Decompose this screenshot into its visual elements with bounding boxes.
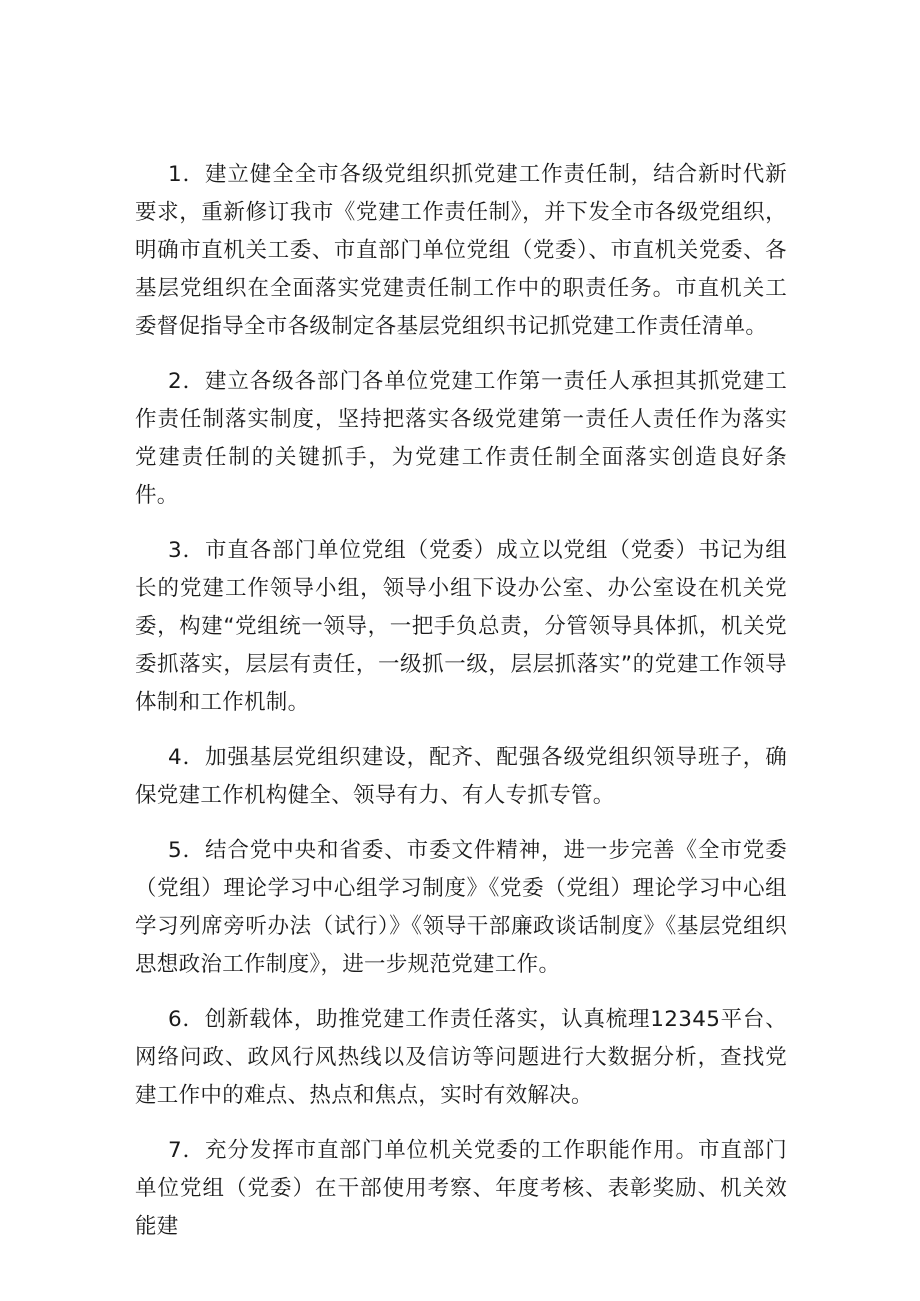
paragraph-5: 5．结合党中央和省委、市委文件精神，进一步完善《全市党委（党组）理论学习中心组学习制度》《党委（党组）理论学习中心组学习列席旁听办法（试行）》《领导干部廉政谈话制度》《基层党组织思想政治工作制度》，进一步规范党建工作。 [135,838,787,977]
paragraph-4: 4．加强基层党组织建设，配齐、配强各级党组织领导班子，确保党建工作机构健全、领导有力、有人专抓专管。 [135,745,787,808]
paragraph-7: 7．充分发挥市直部门单位机关党委的工作职能作用。市直部门单位党组（党委）在干部使用考察、年度考核、表彰奖励、机关效能建 [135,1138,787,1239]
paragraph-1: 1．建立健全全市各级党组织抓党建工作责任制，结合新时代新要求，重新修订我市《党建工作责任制》，并下发全市各级党组织，明确市直机关工委、市直部门单位党组（党委）、市直机关党委、各基层党组织在全面落实党建责任制工作中的职责任务。市直机关工委督促指导全市各级制定各基层党组织书记抓党建工作责任清单。 [135,162,787,339]
paragraph-6: 6．创新载体，助推党建工作责任落实，认真梳理12345平台、网络问政、政风行风热线以及信访等问题进行大数据分析，查找党建工作中的难点、热点和焦点，实时有效解决。 [135,1007,787,1108]
paragraph-2: 2．建立各级各部门各单位党建工作第一责任人承担其抓党建工作责任制落实制度，坚持把落实各级党建第一责任人责任作为落实党建责任制的关键抓手，为党建工作责任制全面落实创造良好条件。 [135,369,787,508]
document-body [135,156,787,1263]
paragraph-3: 3．市直各部门单位党组（党委）成立以党组（党委）书记为组长的党建工作领导小组，领导小组下设办公室、办公室设在机关党委，构建“党组统一领导，一把手负总责，分管领导具体抓，机关党委抓落实，层层有责任，一级抓一级，层层抓落实”的党建工作领导体制和工作机制。 [135,538,787,715]
